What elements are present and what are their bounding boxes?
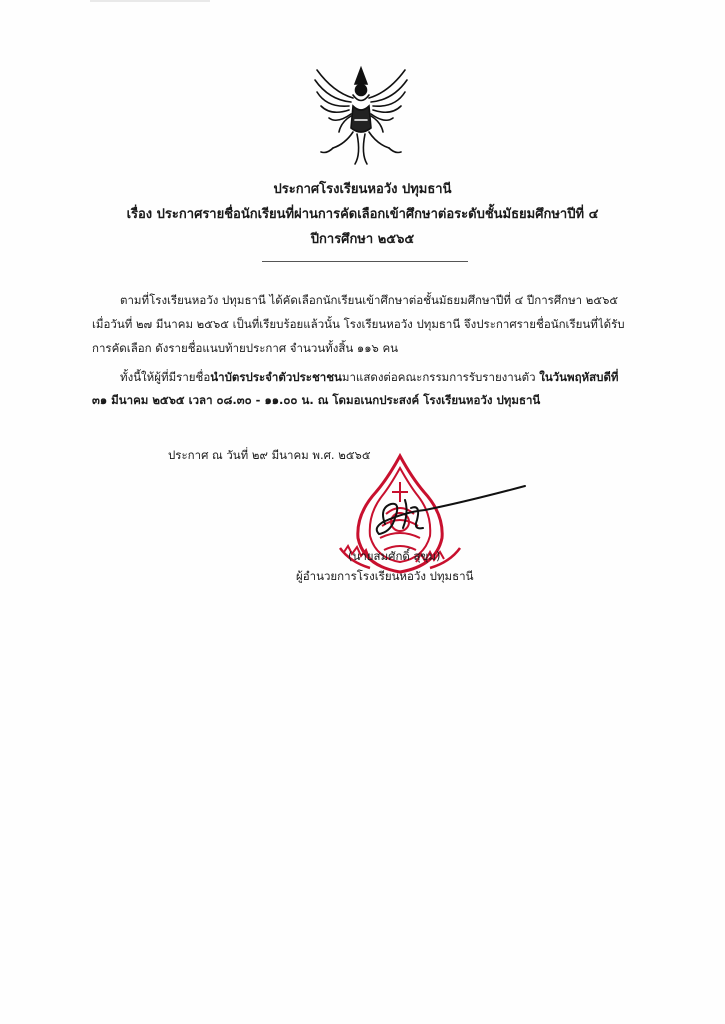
announcement-subject: เรื่อง ประกาศรายชื่อนักเรียนที่ผ่านการคัดเลือกเข้าศึกษาต่อระดับชั้นมัธยมศึกษาปีที่ ๔ xyxy=(126,207,599,222)
academic-year: ปีการศึกษา ๒๕๖๕ xyxy=(310,232,415,247)
report-day: ในวันพฤหัสบดีที่ xyxy=(539,370,619,384)
body-paragraph-line-1: ตามที่โรงเรียนหอวัง ปทุมธานี ได้คัดเลือกนักเรียนเข้าศึกษาต่อชั้นมัธยมศึกษาปีที่ ๔ ปีการศึกษา ๒๕๖๕ xyxy=(120,293,619,307)
announcement-date: ประกาศ ณ วันที่ ๒๙ มีนาคม พ.ศ. ๒๕๖๕ xyxy=(168,448,371,462)
announcement-title: ประกาศโรงเรียนหอวัง ปทุมธานี xyxy=(273,182,452,197)
scan-edge-mark xyxy=(90,0,210,2)
signer-name: (นายสมศักดิ์ สุขุม) xyxy=(348,549,441,563)
signer-position: ผู้อำนวยการโรงเรียนหอวัง ปทุมธานี xyxy=(296,569,474,583)
body-paragraph-line-3: การคัดเลือก ดังรายชื่อแนบท้ายประกาศ จำนวนทั้งสิ้น ๑๑๖ คน xyxy=(92,341,399,355)
handwritten-signature xyxy=(365,478,535,548)
instruction-line-1 xyxy=(120,369,619,385)
id-card-requirement: นำบัตรประจำตัวประชาชน xyxy=(210,370,342,384)
body-paragraph-line-2: เมื่อวันที่ ๒๗ มีนาคม ๒๕๖๕ เป็นที่เรียบร้อยแล้วนั้น โรงเรียนหอวัง ปทุมธานี จึงประกาศรายชื่อนักเรียนที่ได้รับ xyxy=(92,317,625,331)
instruction-text-2: มาแสดงต่อคณะกรรมการรับรายงานตัว xyxy=(341,370,540,384)
report-date-time-place: ๓๑ มีนาคม ๒๕๖๕ เวลา ๐๘.๓๐ - ๑๑.๐๐ น. ณ โดมอเนกประสงค์ โรงเรียนหอวัง ปทุมธานี xyxy=(92,393,541,407)
instruction-text: ทั้งนี้ให้ผู้ที่มีรายชื่อ xyxy=(120,370,211,384)
garuda-emblem-icon xyxy=(310,62,412,166)
heading-divider xyxy=(262,261,468,262)
